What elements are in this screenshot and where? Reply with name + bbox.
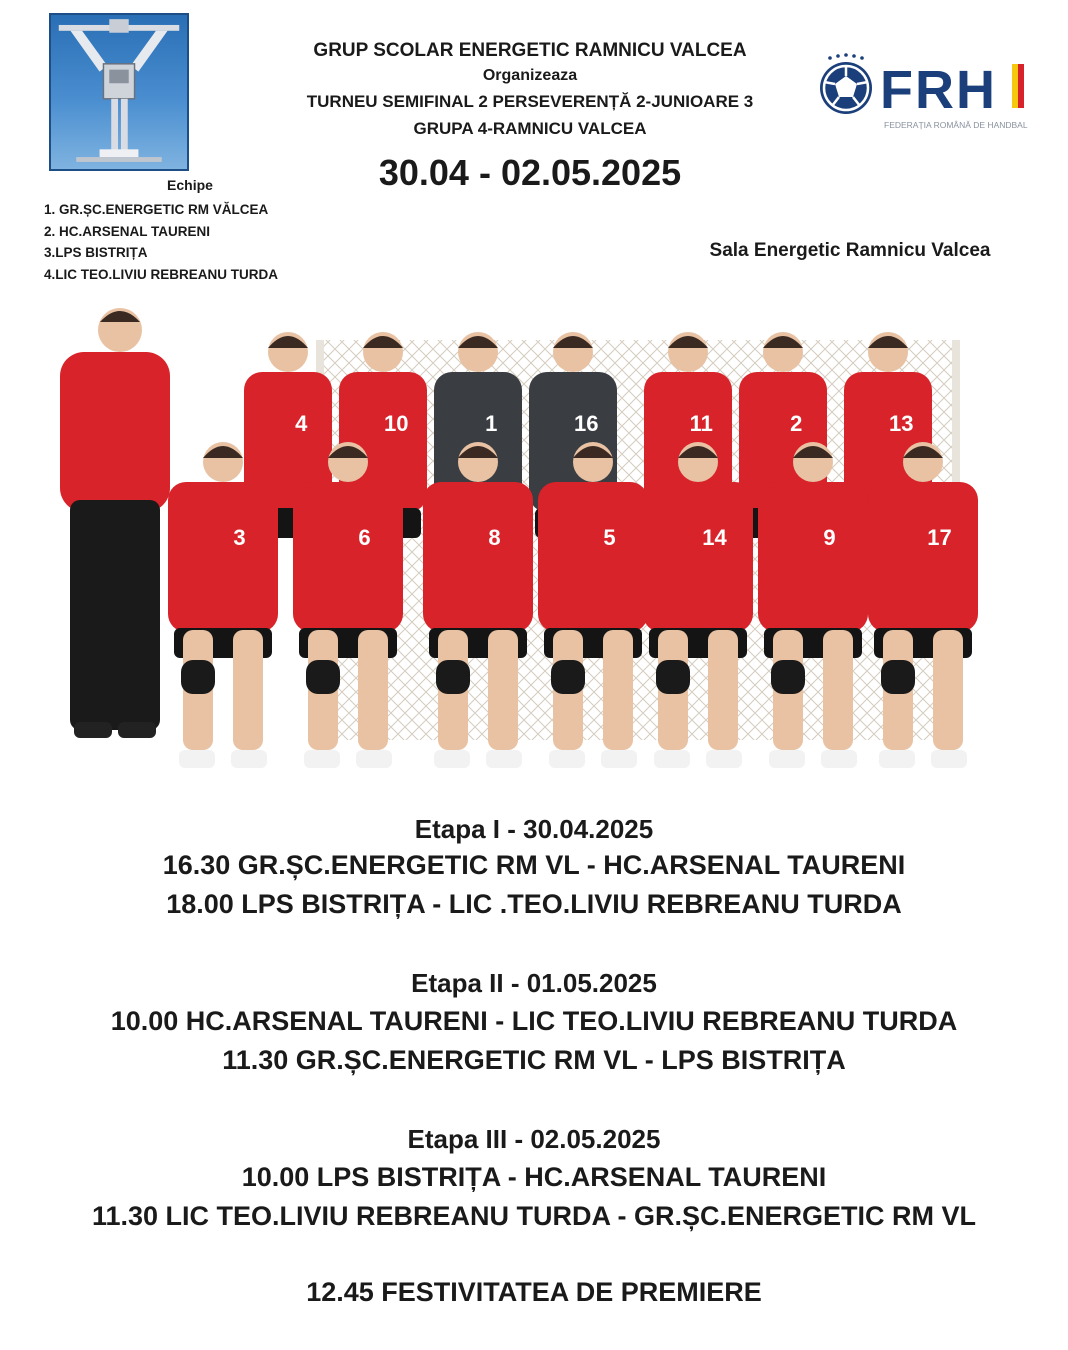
team-item: 3.LPS BISTRIȚA — [44, 245, 148, 260]
match-3-2: 11.30 LIC TEO.LIVIU REBREANU TURDA - GR.ȘC.ENERGETIC RM VL — [91, 1201, 977, 1231]
jersey-number: 10 — [383, 410, 409, 436]
tournament-name: TURNEU SEMIFINAL 2 PERSEVERENȚĂ 2-JUNIOARE 3 — [306, 92, 754, 111]
frh-subtitle: FEDERAȚIA ROMÂNĂ DE HANDBAL — [884, 120, 1028, 130]
teams-title: Echipe — [167, 177, 213, 193]
jersey-number: 3 — [233, 525, 246, 550]
frh-logo — [812, 52, 1032, 136]
player-figure — [168, 442, 278, 768]
jersey-number: 4 — [295, 410, 308, 436]
school-logo — [49, 13, 189, 171]
jersey-number: 5 — [603, 525, 616, 550]
handball-ball-icon — [820, 53, 872, 114]
jersey-number: 2 — [790, 410, 803, 436]
frh-letters: FRH — [880, 60, 997, 120]
organizes-label: Organizeaza — [482, 67, 578, 84]
match-1-2: 18.00 LPS BISTRIȚA - LIC .TEO.LIVIU REBREANU TURDA — [166, 889, 902, 919]
jersey-number: 6 — [358, 525, 371, 550]
match-2-1: 10.00 HC.ARSENAL TAURENI - LIC TEO.LIVIU REBREANU TURDA — [110, 1006, 958, 1036]
tournament-dates: 30.04 - 02.05.2025 — [378, 152, 682, 193]
jersey-number: 17 — [927, 525, 952, 550]
jersey-number: 16 — [573, 410, 599, 436]
venue-label: Sala Energetic Ramnicu Valcea — [709, 240, 991, 261]
match-3-1: 10.00 LPS BISTRIȚA - HC.ARSENAL TAURENI — [241, 1162, 827, 1192]
team-photo — [48, 300, 996, 810]
stage-3-title: Etapa III - 02.05.2025 — [407, 1124, 661, 1154]
team-photo-illustration — [48, 300, 996, 810]
organizer-title: GRUP SCOLAR ENERGETIC RAMNICU VALCEA — [313, 40, 747, 61]
coach-figure — [60, 308, 170, 738]
jersey-number: 8 — [488, 525, 501, 550]
match-1-1: 16.30 GR.ȘC.ENERGETIC RM VL - HC.ARSENAL TAURENI — [162, 850, 906, 880]
jersey-number: 9 — [823, 525, 836, 550]
jersey-number: 1 — [485, 410, 498, 436]
jersey-number: 11 — [689, 410, 713, 436]
stage-2-title: Etapa II - 01.05.2025 — [411, 968, 657, 998]
teams-list — [44, 199, 278, 285]
ceremony-label: 12.45 FESTIVITATEA DE PREMIERE — [306, 1277, 762, 1307]
energy-robot-logo-icon — [51, 15, 187, 169]
group-name: GRUPA 4-RAMNICU VALCEA — [413, 119, 647, 138]
team-item: 4.LIC TEO.LIVIU REBREANU TURDA — [44, 266, 279, 282]
team-item: 2. HC.ARSENAL TAURENI — [44, 223, 211, 239]
team-item: 1. GR.ȘC.ENERGETIC RM VĂLCEA — [44, 202, 269, 217]
jersey-number: 13 — [888, 410, 914, 436]
stage-1-title: Etapa I - 30.04.2025 — [414, 814, 654, 844]
match-2-2: 11.30 GR.ȘC.ENERGETIC RM VL - LPS BISTRIȚA — [222, 1045, 846, 1075]
jersey-number: 14 — [702, 525, 727, 550]
